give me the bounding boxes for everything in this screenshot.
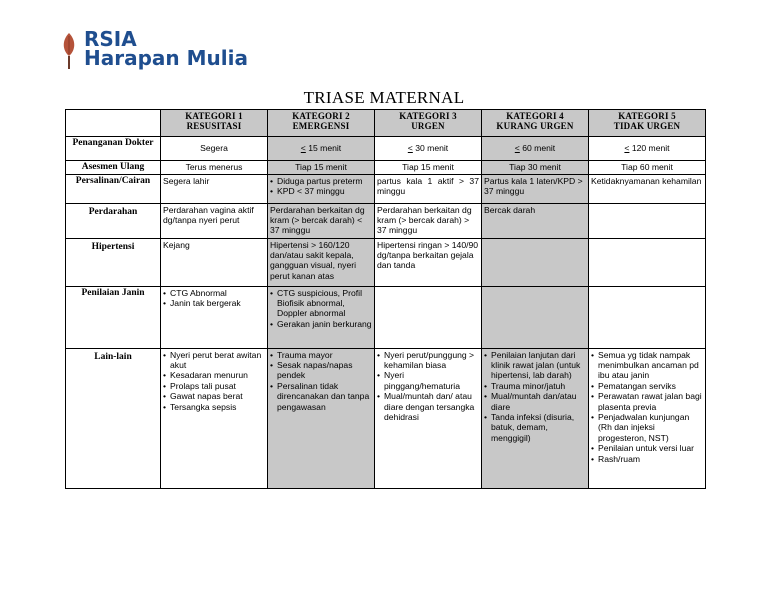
cell-text: 15 menit	[305, 143, 342, 153]
cell-prefix: <	[514, 143, 520, 153]
row-label-janin: Penilaian Janin	[66, 286, 161, 348]
cell-prefix: <	[407, 143, 413, 153]
cell: Hipertensi ringan > 140/90 dg/tanpa berkaitan gejala dan tanda	[375, 238, 482, 286]
list-item: • Penjadwalan kunjungan (Rh dan injeksi progesteron, NST)	[591, 412, 703, 443]
cell: Ketidaknyamanan kehamilan	[589, 174, 706, 203]
cell	[268, 348, 375, 488]
list-item: • Nyeri perut berat awitan akut	[163, 350, 265, 371]
cell	[375, 137, 482, 161]
cell	[482, 137, 589, 161]
list-item: • Nyeri pinggang/hematuria	[377, 370, 479, 391]
cell: Hipertensi > 160/120 dan/atau sakit kepala, gangguan visual, nyeri perut kanan atas	[268, 238, 375, 286]
list-item: • Prolaps tali pusat	[163, 381, 265, 391]
list-item: • Tersangka sepsis	[163, 402, 265, 412]
bullet-list	[163, 350, 265, 412]
cell: Perdarahan berkaitan dg kram (> bercak darah) < 37 minggu	[268, 203, 375, 238]
list-item: • Penilaian untuk versi luar	[591, 443, 703, 453]
list-item: • Gerakan janin berkurang	[270, 319, 372, 329]
cell-text: 120 menit	[629, 143, 670, 153]
cell	[589, 348, 706, 488]
cell: Bercak darah	[482, 203, 589, 238]
header-line1: KATEGORI 1	[185, 111, 243, 121]
row-label-perdarahan: Perdarahan	[66, 203, 161, 238]
table-row	[66, 137, 706, 161]
bullet-list	[484, 350, 586, 444]
bullet-list	[377, 350, 479, 423]
list-item: • Janin tak bergerak	[163, 298, 265, 308]
bullet-list	[270, 350, 372, 412]
cell: Perdarahan vagina aktif dg/tanpa nyeri perut	[161, 203, 268, 238]
cell-text: 60 menit	[519, 143, 556, 153]
list-item: • Rash/ruam	[591, 454, 703, 464]
header-kategori-3	[375, 110, 482, 137]
list-item: • Trauma minor/jatuh	[484, 381, 586, 391]
cell-prefix: <	[624, 143, 630, 153]
cell	[161, 137, 268, 161]
table-row	[66, 203, 706, 238]
row-label-penanganan: Penanganan Dokter	[66, 137, 161, 161]
table-row	[66, 174, 706, 203]
cell	[161, 286, 268, 348]
header-blank	[66, 110, 161, 137]
cell-text: Segera	[200, 143, 228, 153]
header-line2: RESUSITASI	[186, 121, 242, 131]
logo-line2: Harapan Mulia	[84, 46, 248, 70]
table-row	[66, 238, 706, 286]
list-item: • Pematangan serviks	[591, 381, 703, 391]
row-label-asesmen: Asesmen Ulang	[66, 161, 161, 175]
list-item: • KPD < 37 minggu	[270, 186, 372, 196]
header-line2: EMERGENSI	[292, 121, 350, 131]
header-line2: URGEN	[411, 121, 445, 131]
list-item: • Diduga partus preterm	[270, 176, 372, 186]
cell: Partus kala 1 laten/KPD > 37 minggu	[482, 174, 589, 203]
list-item: • Mual/muntah dan/atau diare	[484, 391, 586, 412]
cell	[589, 238, 706, 286]
cell: Tiap 15 menit	[268, 161, 375, 175]
table-row	[66, 161, 706, 175]
cell: Tiap 60 menit	[589, 161, 706, 175]
row-label-lain: Lain-lain	[66, 348, 161, 488]
list-item: • Perawatan rawat jalan bagi plasenta previa	[591, 391, 703, 412]
list-item: • Mual/muntah dan/ atau diare dengan tersangka dehidrasi	[377, 391, 479, 422]
cell	[482, 238, 589, 286]
cell: Tiap 30 menit	[482, 161, 589, 175]
cell-text: 30 menit	[412, 143, 449, 153]
list-item: • Kesadaran menurun	[163, 370, 265, 380]
header-line2: TIDAK URGEN	[613, 121, 681, 131]
list-item: • Trauma mayor	[270, 350, 372, 360]
header-kategori-5	[589, 110, 706, 137]
header-kategori-2	[268, 110, 375, 137]
cell	[589, 203, 706, 238]
header-line2: KURANG URGEN	[496, 121, 574, 131]
header-line1: KATEGORI 2	[292, 111, 350, 121]
list-item: • Gawat napas berat	[163, 391, 265, 401]
list-item: • CTG suspicious, Profil Biofisik abnormal, Doppler abnormal	[270, 288, 372, 319]
header-line1: KATEGORI 3	[399, 111, 457, 121]
row-label-hipertensi: Hipertensi	[66, 238, 161, 286]
header-kategori-4	[482, 110, 589, 137]
bullet-list	[270, 176, 372, 197]
table-row	[66, 348, 706, 488]
list-item: • Tanda infeksi (disuria, batuk, demam, menggigil)	[484, 412, 586, 443]
cell	[375, 286, 482, 348]
header-line1: KATEGORI 5	[618, 111, 676, 121]
cell: partus kala 1 aktif > 37 minggu	[375, 174, 482, 203]
list-item: • Penilaian lanjutan dari klinik rawat jalan (untuk hipertensi, lab darah)	[484, 350, 586, 381]
cell	[268, 174, 375, 203]
header-row	[66, 110, 706, 137]
header-line1: KATEGORI 4	[506, 111, 564, 121]
table-row	[66, 286, 706, 348]
list-item: • Sesak napas/napas pendek	[270, 360, 372, 381]
cell: Perdarahan berkaitan dg kram (> bercak darah) > 37 minggu	[375, 203, 482, 238]
cell	[482, 286, 589, 348]
logo-text	[84, 27, 248, 70]
bullet-list	[270, 288, 372, 330]
cell	[375, 348, 482, 488]
row-label-persalinan: Persalinan/Cairan	[66, 174, 161, 203]
list-item: • Semua yg tidak nampak menimbulkan ancaman pd ibu atau janin	[591, 350, 703, 381]
page-title: TRIASE MATERNAL	[303, 88, 465, 107]
cell: Kejang	[161, 238, 268, 286]
header-kategori-1	[161, 110, 268, 137]
cell	[589, 286, 706, 348]
list-item: • CTG Abnormal	[163, 288, 265, 298]
cell: Tiap 15 menit	[375, 161, 482, 175]
cell: Terus menerus	[161, 161, 268, 175]
list-item: • Nyeri perut/punggung > kehamilan biasa	[377, 350, 479, 371]
logo-line1: RSIA	[84, 27, 137, 51]
cell	[482, 348, 589, 488]
cell	[161, 348, 268, 488]
cell	[268, 137, 375, 161]
cell-prefix: <	[300, 143, 306, 153]
cell	[268, 286, 375, 348]
list-item: • Persalinan tidak direncanakan dan tanpa pengawasan	[270, 381, 372, 412]
bullet-list	[163, 288, 265, 309]
bullet-list	[591, 350, 703, 464]
triage-table	[65, 109, 706, 489]
leaf-icon	[60, 32, 78, 70]
cell	[589, 137, 706, 161]
cell: Segera lahir	[161, 174, 268, 203]
